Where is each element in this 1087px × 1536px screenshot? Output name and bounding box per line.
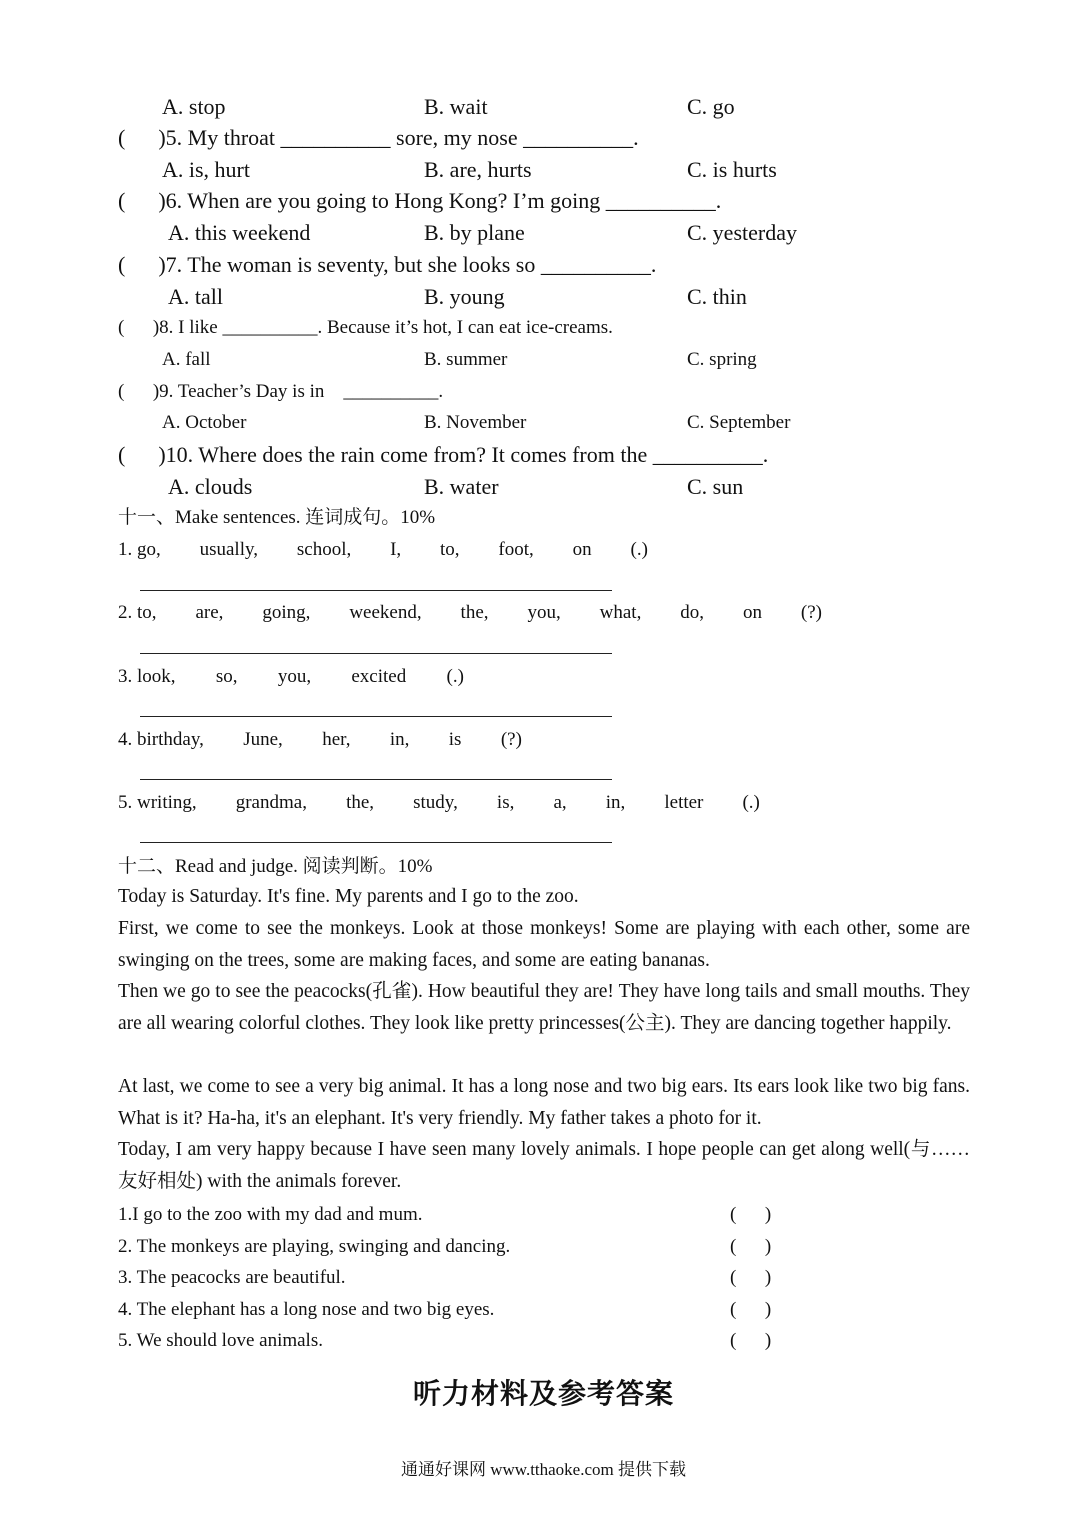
statement-1: 1.I go to the zoo with my dad and mum. <box>118 1204 423 1225</box>
q5-option-a: A. is, hurt <box>162 157 250 182</box>
judge-paren-2[interactable]: ( ) <box>730 1236 772 1257</box>
word: you, <box>277 666 312 687</box>
q10-option-a: A. clouds <box>168 474 253 499</box>
q8-option-c: C. spring <box>687 349 757 370</box>
judge-paren-3[interactable]: ( ) <box>730 1267 772 1288</box>
word: weekend, <box>349 602 422 623</box>
passage-paragraph-5: Today, I am very happy because I have seen many lovely animals. I hope people can get along well(与……友好相处) with the animals forever. <box>118 1139 970 1192</box>
passage-paragraph-2: First, we come to see the monkeys. Look at those monkeys! Some are playing with each other, some are swinging on the trees, some are making faces, and some are eating bananas. <box>118 918 970 971</box>
word: to, <box>440 539 460 560</box>
question-5 <box>118 125 639 151</box>
q9-option-c: C. September <box>687 412 791 433</box>
word: on <box>742 602 762 623</box>
question-7 <box>118 252 656 278</box>
question-8 <box>118 315 613 341</box>
q8-option-b: B. summer <box>424 349 508 370</box>
word: 4. birthday, <box>118 729 204 750</box>
word: excited <box>351 666 407 687</box>
section-11-heading: 十一、Make sentences. 连词成句。10% <box>118 507 436 528</box>
q5-option-c: C. is hurts <box>687 157 777 182</box>
q7-option-b: B. young <box>424 284 505 309</box>
judge-paren-1[interactable]: ( ) <box>730 1204 772 1225</box>
word: the, <box>346 792 375 813</box>
word: school, <box>296 539 352 560</box>
word: her, <box>322 729 351 750</box>
word: study, <box>413 792 458 813</box>
question-text: 5. My throat __________ sore, my nose __________. <box>165 125 639 150</box>
answer-paren: ( ) <box>118 442 166 467</box>
word: in, <box>605 792 626 813</box>
answer-paren: ( ) <box>118 317 160 338</box>
word: is, <box>496 792 515 813</box>
word: the, <box>460 602 489 623</box>
word: (?) <box>500 729 522 750</box>
question-text: 8. I like __________. Because it’s hot, I can eat ice-creams. <box>159 317 613 338</box>
word: (.) <box>630 539 648 560</box>
passage-paragraph-1: Today is Saturday. It's fine. My parents and I go to the zoo. <box>118 886 579 907</box>
answer-paren: ( ) <box>118 188 166 213</box>
question-text: 10. Where does the rain come from? It comes from the __________. <box>165 442 769 467</box>
statement-3: 3. The peacocks are beautiful. <box>118 1267 346 1288</box>
word: (.) <box>446 666 464 687</box>
word: on <box>572 539 592 560</box>
passage-paragraph-4: At last, we come to see a very big animal. It has a long nose and two big ears. Its ears look like two big fans. What is it? Ha-ha, it's an elephant. It's very friendly. My father takes a photo for it. <box>118 1076 970 1129</box>
word: (?) <box>800 602 822 623</box>
q7-option-c: C. thin <box>687 284 747 309</box>
answer-line-2[interactable] <box>140 653 612 654</box>
word: letter <box>664 792 704 813</box>
answer-line-4[interactable] <box>140 779 612 780</box>
question-6 <box>118 188 721 214</box>
q10-option-c: C. sun <box>687 474 744 499</box>
word: so, <box>215 666 238 687</box>
word: June, <box>243 729 283 750</box>
sentence-1-words <box>118 537 648 563</box>
q6-option-b: B. by plane <box>424 220 525 245</box>
word: are, <box>195 602 224 623</box>
q9-option-b: B. November <box>424 412 527 433</box>
word: what, <box>599 602 642 623</box>
judge-paren-4[interactable]: ( ) <box>730 1299 772 1320</box>
answer-line-3[interactable] <box>140 716 612 717</box>
answer-paren: ( ) <box>118 252 166 277</box>
word: in, <box>389 729 410 750</box>
q7-option-a: A. tall <box>168 284 223 309</box>
passage-paragraph-3: Then we go to see the peacocks(孔雀). How beautiful they are! They have long tails and small mouths. They are all wearing colorful clothes. They look like pretty princesses(公主). They are dancing together happily. <box>118 981 970 1034</box>
sentence-3-words <box>118 664 464 690</box>
page-footer: 通通好课网 www.tthaoke.com 提供下载 <box>400 1460 687 1479</box>
judge-paren-5[interactable]: ( ) <box>730 1330 772 1351</box>
word: (.) <box>742 792 760 813</box>
q10-option-b: B. water <box>424 474 499 499</box>
word: 1. go, <box>118 539 161 560</box>
word: is <box>448 729 462 750</box>
q5-option-b: B. are, hurts <box>424 157 532 182</box>
question-text: 6. When are you going to Hong Kong? I’m going __________. <box>165 188 722 213</box>
statement-5: 5. We should love animals. <box>118 1330 323 1351</box>
q6-option-a: A. this weekend <box>168 220 311 245</box>
word: usually, <box>199 539 259 560</box>
statement-2: 2. The monkeys are playing, swinging and dancing. <box>118 1236 511 1257</box>
statement-4: 4. The elephant has a long nose and two big eyes. <box>118 1299 495 1320</box>
q4-option-b: B. wait <box>424 94 488 119</box>
word: a, <box>553 792 567 813</box>
answer-paren: ( ) <box>118 125 166 150</box>
word: 2. to, <box>118 602 157 623</box>
q8-option-a: A. fall <box>162 349 211 370</box>
question-10 <box>118 442 768 468</box>
question-text: 9. Teacher’s Day is in __________. <box>159 381 444 402</box>
word: foot, <box>498 539 534 560</box>
answer-line-5[interactable] <box>140 842 612 843</box>
word: you, <box>527 602 561 623</box>
q4-option-c: C. go <box>687 94 735 119</box>
question-text: 7. The woman is seventy, but she looks so __________. <box>165 252 657 277</box>
word: 5. writing, <box>118 792 197 813</box>
sentence-2-words <box>118 600 822 626</box>
word: do, <box>680 602 705 623</box>
sentence-4-words <box>118 727 522 753</box>
q9-option-a: A. October <box>162 412 247 433</box>
question-9 <box>118 379 443 405</box>
word: 3. look, <box>118 666 176 687</box>
word: I, <box>390 539 402 560</box>
answers-title: 听力材料及参考答案 <box>412 1377 674 1410</box>
word: grandma, <box>235 792 307 813</box>
answer-line-1[interactable] <box>140 590 612 591</box>
answer-paren: ( ) <box>118 381 160 402</box>
q4-option-a: A. stop <box>162 94 226 119</box>
sentence-5-words <box>118 790 760 816</box>
word: going, <box>262 602 311 623</box>
section-12-heading: 十二、Read and judge. 阅读判断。10% <box>118 856 433 877</box>
q6-option-c: C. yesterday <box>687 220 797 245</box>
